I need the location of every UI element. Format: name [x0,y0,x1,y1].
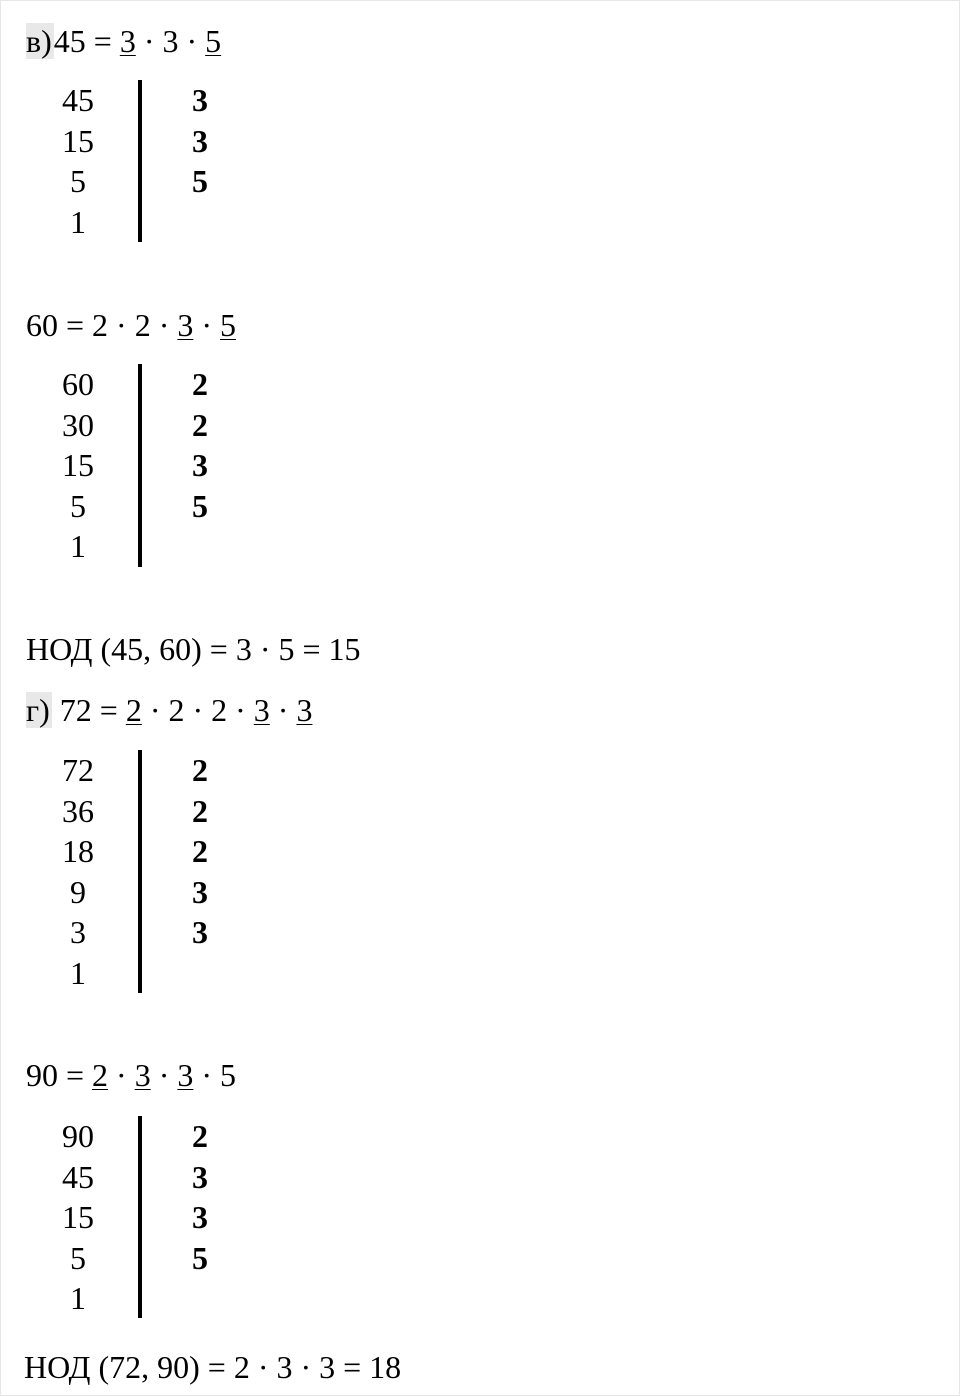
eq-text: · [108,1057,135,1093]
fact-row [0,80,300,121]
item-label-g: г) [26,692,50,728]
fact-row [0,1197,300,1238]
fact-row [0,1278,300,1319]
divisor: 5 [192,163,208,199]
fact-row [0,912,300,953]
divisor: 5 [192,487,208,524]
dividend: 3 [70,914,86,950]
divisor: 3 [192,1199,208,1235]
equation-90 [26,1055,236,1095]
fact-row [0,750,300,791]
divisor: 3 [192,447,208,483]
eq-text: 45 = [53,23,120,59]
dividend: 90 [62,1118,94,1154]
equation-60 [26,305,236,345]
fact-row [0,445,300,486]
dividend: 60 [62,366,94,402]
factorization-table-72 [0,750,300,993]
dividend: 5 [70,487,86,524]
fact-row [0,202,300,243]
dividend: 15 [62,122,94,159]
dividend: 1 [70,1280,86,1316]
common-factor: 2 [92,1057,109,1093]
dividend: 18 [62,833,94,869]
fact-row [0,1238,300,1279]
dividend: 15 [62,447,94,483]
fact-row [0,526,300,567]
dividend: 9 [70,873,86,910]
dividend: 1 [70,954,86,991]
dividend: 1 [70,203,86,240]
dividend: 45 [62,82,94,118]
divisor: 5 [192,1239,208,1276]
common-factor: 3 [253,692,270,728]
divisor: 2 [192,366,208,402]
common-factor: 3 [177,307,194,343]
gcd-result-72-90: НОД (72, 90) = 2 · 3 · 3 = 18 [24,1349,402,1385]
fact-row [0,1157,300,1198]
divisor: 3 [192,914,208,950]
divisor: 3 [192,1158,208,1195]
dividend: 15 [62,1199,94,1235]
eq-text: · [150,1057,178,1093]
common-factor: 3 [134,1057,151,1093]
fact-row [0,364,300,405]
fact-row [0,121,300,162]
divisor: 2 [192,406,208,443]
dividend: 45 [62,1158,94,1195]
eq-text: · 5 [193,1057,237,1093]
divisor: 3 [192,873,208,910]
fact-row [0,791,300,832]
eq-text: · [193,307,221,343]
common-factor: 2 [125,692,142,728]
dividend: 5 [70,163,86,199]
eq-text: · 3 · [135,23,206,59]
divisor: 2 [192,833,208,869]
divisor: 2 [192,1118,208,1154]
fact-row [0,1116,300,1157]
fact-row [0,872,300,913]
factorization-table-60 [0,364,300,567]
common-factor: 3 [119,23,136,59]
common-factor: 3 [177,1057,194,1093]
divisor: 2 [192,752,208,788]
factorization-table-90 [0,1116,300,1319]
factorization-table-45 [0,80,300,242]
divisor: 2 [192,792,208,829]
fact-row [0,161,300,202]
equation-45 [26,21,221,61]
divisor: 3 [192,82,208,118]
fact-row [0,953,300,994]
dividend: 1 [70,528,86,564]
dividend: 36 [62,792,94,829]
eq-text: 60 = 2 · 2 · [26,307,178,343]
dividend: 30 [62,406,94,443]
common-factor: 5 [220,307,237,343]
eq-text: · [269,692,297,728]
fact-row [0,831,300,872]
fact-row [0,486,300,527]
equation-72 [26,690,312,730]
item-label-v: в) [26,23,52,59]
fact-row [0,405,300,446]
gcd-result-45-60: НОД (45, 60) = 3 · 5 = 15 [26,631,361,667]
dividend: 72 [62,752,94,788]
dividend: 5 [70,1239,86,1276]
common-factor: 3 [296,692,313,728]
eq-text: 72 = [51,692,126,728]
eq-text: · 2 · 2 · [141,692,254,728]
eq-text: 90 = [26,1057,93,1093]
divisor: 3 [192,122,208,159]
common-factor: 5 [205,23,222,59]
